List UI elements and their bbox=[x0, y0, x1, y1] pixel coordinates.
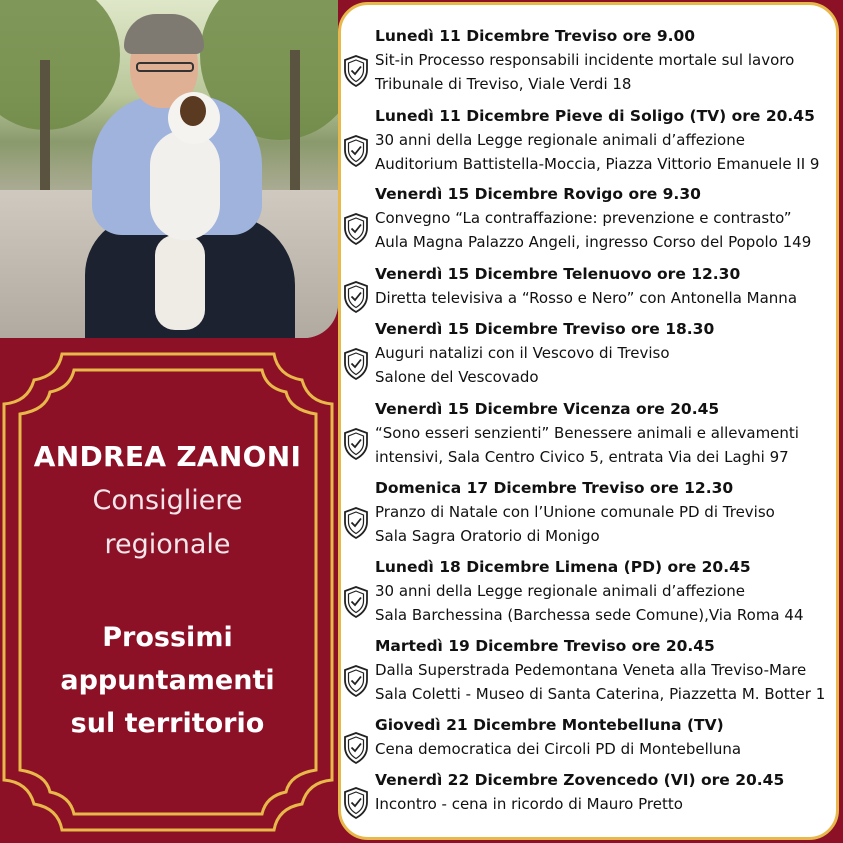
event-detail: Sala Barchessina (Barchessa sede Comune),Via Roma 44 bbox=[375, 606, 804, 624]
event-item bbox=[375, 634, 837, 706]
shield-check-icon bbox=[343, 212, 369, 246]
shield-check-icon bbox=[343, 664, 369, 698]
event-detail: Auguri natalizi con il Vescovo di Treviso bbox=[375, 344, 670, 362]
role-line: regionale bbox=[104, 529, 231, 560]
event-title: Venerdì 15 Dicembre Treviso ore 18.30 bbox=[375, 320, 715, 338]
shield-check-icon bbox=[343, 427, 369, 461]
event-title: Venerdì 15 Dicembre Telenuovo ore 12.30 bbox=[375, 265, 741, 283]
event-detail: Tribunale di Treviso, Viale Verdi 18 bbox=[375, 75, 632, 93]
shield-check-icon bbox=[343, 347, 369, 381]
event-item bbox=[375, 397, 837, 469]
shield-check-icon bbox=[343, 786, 369, 820]
person-role bbox=[20, 479, 315, 567]
profile-photo bbox=[0, 0, 338, 338]
shield-check-icon bbox=[343, 506, 369, 540]
event-detail: 30 anni della Legge regionale animali d’affezione bbox=[375, 582, 745, 600]
event-detail: 30 anni della Legge regionale animali d’affezione bbox=[375, 131, 745, 149]
event-detail: “Sono esseri senzienti” Benessere animali e allevamenti bbox=[375, 424, 799, 442]
role-line: Consigliere bbox=[92, 485, 243, 516]
event-detail: Cena democratica dei Circoli PD di Montebelluna bbox=[375, 740, 742, 758]
event-detail: Sit-in Processo responsabili incidente mortale sul lavoro bbox=[375, 51, 795, 69]
event-title: Lunedì 11 Dicembre Treviso ore 9.00 bbox=[375, 27, 696, 45]
shield-check-icon bbox=[343, 134, 369, 168]
event-item bbox=[375, 476, 837, 548]
shield-check-icon bbox=[343, 280, 369, 314]
shield-check-icon bbox=[343, 585, 369, 619]
shield-check-icon bbox=[343, 731, 369, 765]
event-detail: Diretta televisiva a “Rosso e Nero” con Antonella Manna bbox=[375, 289, 798, 307]
event-detail: Aula Magna Palazzo Angeli, ingresso Corso del Popolo 149 bbox=[375, 233, 812, 251]
event-title: Domenica 17 Dicembre Treviso ore 12.30 bbox=[375, 479, 734, 497]
event-item bbox=[375, 555, 837, 627]
headline-line: Prossimi bbox=[102, 622, 233, 653]
event-title: Giovedì 21 Dicembre Montebelluna (TV) bbox=[375, 716, 724, 734]
event-detail: Sala Coletti - Museo di Santa Caterina, Piazzetta M. Botter 1 bbox=[375, 685, 826, 703]
title-block bbox=[20, 440, 315, 567]
title-frame bbox=[2, 352, 334, 832]
event-title: Martedì 19 Dicembre Treviso ore 20.45 bbox=[375, 637, 715, 655]
event-title: Lunedì 18 Dicembre Limena (PD) ore 20.45 bbox=[375, 558, 751, 576]
event-title: Lunedì 11 Dicembre Pieve di Soligo (TV) ore 20.45 bbox=[375, 107, 815, 125]
person-name: ANDREA ZANONI bbox=[33, 440, 302, 473]
event-detail: Dalla Superstrada Pedemontana Veneta alla Treviso-Mare bbox=[375, 661, 807, 679]
headline-line: appuntamenti bbox=[60, 665, 275, 696]
event-title: Venerdì 15 Dicembre Vicenza ore 20.45 bbox=[375, 400, 720, 418]
event-detail: Incontro - cena in ricordo di Mauro Pretto bbox=[375, 795, 683, 813]
event-item bbox=[375, 317, 837, 389]
event-item bbox=[375, 768, 837, 816]
event-title: Venerdì 15 Dicembre Rovigo ore 9.30 bbox=[375, 185, 701, 203]
headline-line: sul territorio bbox=[70, 708, 265, 739]
event-detail: Convegno “La contraffazione: prevenzione e contrasto” bbox=[375, 209, 792, 227]
event-title: Venerdì 22 Dicembre Zovencedo (VI) ore 20.45 bbox=[375, 771, 785, 789]
event-item bbox=[375, 182, 837, 254]
event-detail: Auditorium Battistella-Moccia, Piazza Vittorio Emanuele II 9 bbox=[375, 155, 820, 173]
event-detail: intensivi, Sala Centro Civico 5, entrata Via dei Laghi 97 bbox=[375, 448, 789, 466]
event-item bbox=[375, 24, 837, 96]
event-item bbox=[375, 713, 837, 761]
event-detail: Sala Sagra Oratorio di Monigo bbox=[375, 527, 600, 545]
headline bbox=[20, 616, 315, 745]
event-detail: Pranzo di Natale con l’Unione comunale PD di Treviso bbox=[375, 503, 775, 521]
event-item bbox=[375, 104, 837, 176]
event-item bbox=[375, 262, 837, 310]
shield-check-icon bbox=[343, 54, 369, 88]
event-detail: Salone del Vescovado bbox=[375, 368, 539, 386]
